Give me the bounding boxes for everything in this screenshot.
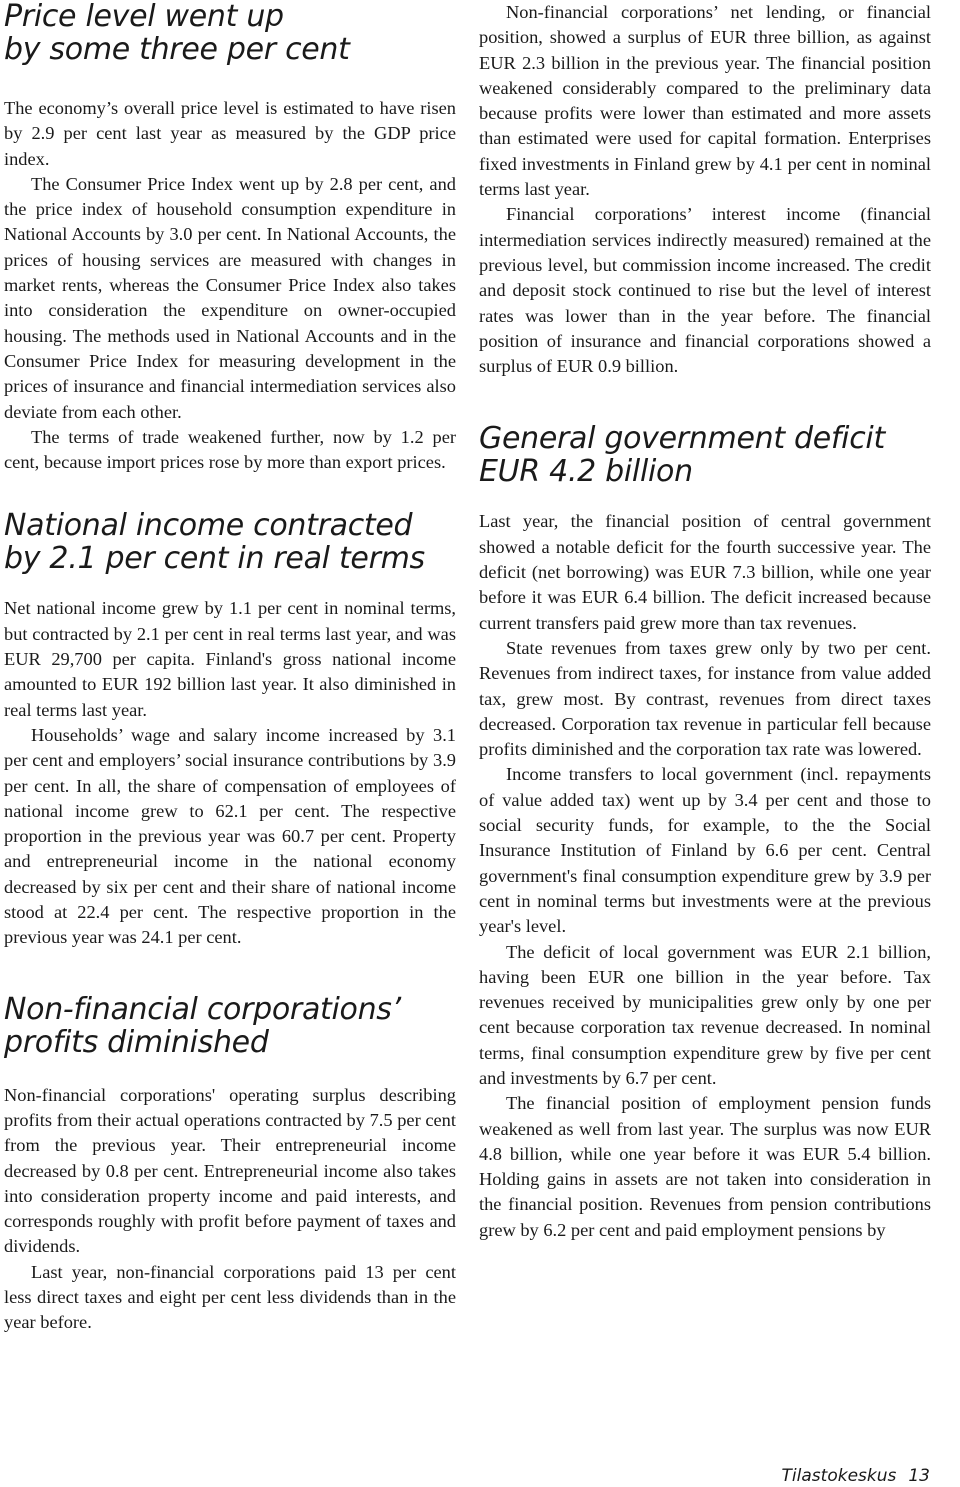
footer-publication-name: Tilastokeskus (781, 1466, 897, 1486)
heading-nonfinancial-line1: Non-financial corporations’ (4, 991, 401, 1027)
paragraph-general-2: State revenues from taxes grew only by two per cent. Revenues from indirect taxes, for instance from value added tax, grew most. By contrast, revenues from direct taxes decreased. Corporation tax revenue in particular fell because profits diminished and the corporation tax rate was lowered. (479, 637, 931, 760)
paragraph-general-3: Income transfers to local government (incl. repayments of value added tax) went up by 3.4 per cent and those to social security funds, for example, to the the Social Insurance Institution of Finland by 6.6 per cent. Central government's final consumption expenditure grew by 3.9 per cent in nominal terms but investments were at the previous year's level. (479, 764, 931, 937)
paragraph-general-1: Last year, the financial position of central government showed a notable deficit for the fourth successive year. The deficit (net borrowing) was EUR 7.3 billion, while one year before it was EUR 6.4 billion. The deficit increased because current transfers paid grew more than tax revenues. (479, 511, 931, 633)
right-column (479, 0, 931, 1243)
heading-general-government-line2: EUR 4.2 billion (479, 454, 693, 490)
heading-national-income (4, 509, 456, 575)
page-footer (782, 1466, 930, 1486)
paragraph-nonfinancial-4: Financial corporations’ interest income (financial intermediation services indirectly measured) remained at the previous level, but commission income increased. The credit and deposit stock continued to rise but the level of interest rates was lower than in the year before. The financial position of insurance and financial corporations showed a surplus of EUR 0.9 billion. (479, 204, 931, 377)
paragraph-general-5: The financial position of employment pension funds weakened as well from last year. The surplus was now EUR 4.8 billion, while one year before it was EUR 5.4 billion. Holding gains in assets are not taken into consideration in the financial position. Revenues from pension contributions grew by 6.2 per cent and paid employment pensions by (479, 1093, 931, 1240)
paragraph-price-2: The Consumer Price Index went up by 2.8 per cent, and the price index of household consumption expenditure in National Accounts by 3.0 per cent. In National Accounts, the prices of housing services are measured with changes in market rents, whereas the Consumer Price Index also takes into consideration the expenditure on owner-occupied housing. The methods used in National Accounts and in the Consumer Price Index for measuring development in the prices of insurance and financial intermediation services also deviate from each other. (4, 173, 456, 422)
heading-price-level-line1: Price level went up (4, 0, 284, 34)
paragraph-price-1: The economy’s overall price level is estimated to have risen by 2.9 per cent last year as measured by the GDP price index. (4, 98, 456, 169)
heading-national-income-line2: by 2.1 per cent in real terms (4, 541, 425, 577)
heading-general-government (479, 422, 931, 488)
paragraph-national-1: Net national income grew by 1.1 per cent in nominal terms, but contracted by 2.1 per cent in real terms last year, and was EUR 29,700 per capita. Finland's gross national income amounted to EUR 192 billion last year. It also diminished in real terms last year. (4, 598, 456, 720)
paragraph-nonfinancial-1: Non-financial corporations' operating surplus describing profits from their actual operations contracted by 7.5 per cent from the previous year. Their entrepreneurial income decreased by 0.8 per cent. Entrepreneurial income also takes into consideration property income and paid interests, and corresponds roughly with profit before payment of taxes and dividends. (4, 1084, 456, 1257)
paragraph-nonfinancial-2: Last year, non-financial corporations paid 13 per cent less direct taxes and eight per cent less dividends than in the year before. (4, 1261, 456, 1333)
paragraph-general-4: The deficit of local government was EUR 2.1 billion, having been EUR one billion in the year before. Tax revenues received by municipalities grew only by one per cent because corporation tax revenue decreased. In nominal terms, final consumption expenditure grew by five per cent and investments by 6.7 per cent. (479, 941, 931, 1088)
heading-price-level (4, 0, 456, 66)
paragraph-price-3: The terms of trade weakened further, now by 1.2 per cent, because import prices rose by more than export prices. (4, 426, 456, 473)
heading-general-government-line1: General government deficit (479, 421, 885, 457)
heading-nonfinancial-line2: profits diminished (4, 1024, 269, 1060)
heading-nonfinancial-profits (4, 993, 456, 1059)
paragraph-nonfinancial-3: Non-financial corporations’ net lending, or financial position, showed a surplus of EUR three billion, as against EUR 2.3 billion in the previous year. The financial position weakened considerably compared to the preliminary data because profits were lower than estimated and more assets than estimated were used for capital formation. Enterprises fixed investments in Finland grew by 4.1 per cent in nominal terms last year. (479, 2, 931, 200)
left-column (4, 0, 456, 1336)
page-number: 13 (908, 1466, 930, 1486)
heading-national-income-line1: National income contracted (4, 508, 413, 544)
paragraph-national-2: Households’ wage and salary income increased by 3.1 per cent and employers’ social insurance contributions by 3.9 per cent. In all, the share of compensation of employees of national income grew to 62.1 per cent. The respective proportion in the previous year was 60.7 per cent. Property and entrepreneurial income in the national economy decreased by six per cent and their share of national income stood at 22.4 per cent. The respective proportion in the previous year was 24.1 per cent. (4, 724, 456, 948)
heading-price-level-line2: by some three per cent (4, 32, 350, 67)
